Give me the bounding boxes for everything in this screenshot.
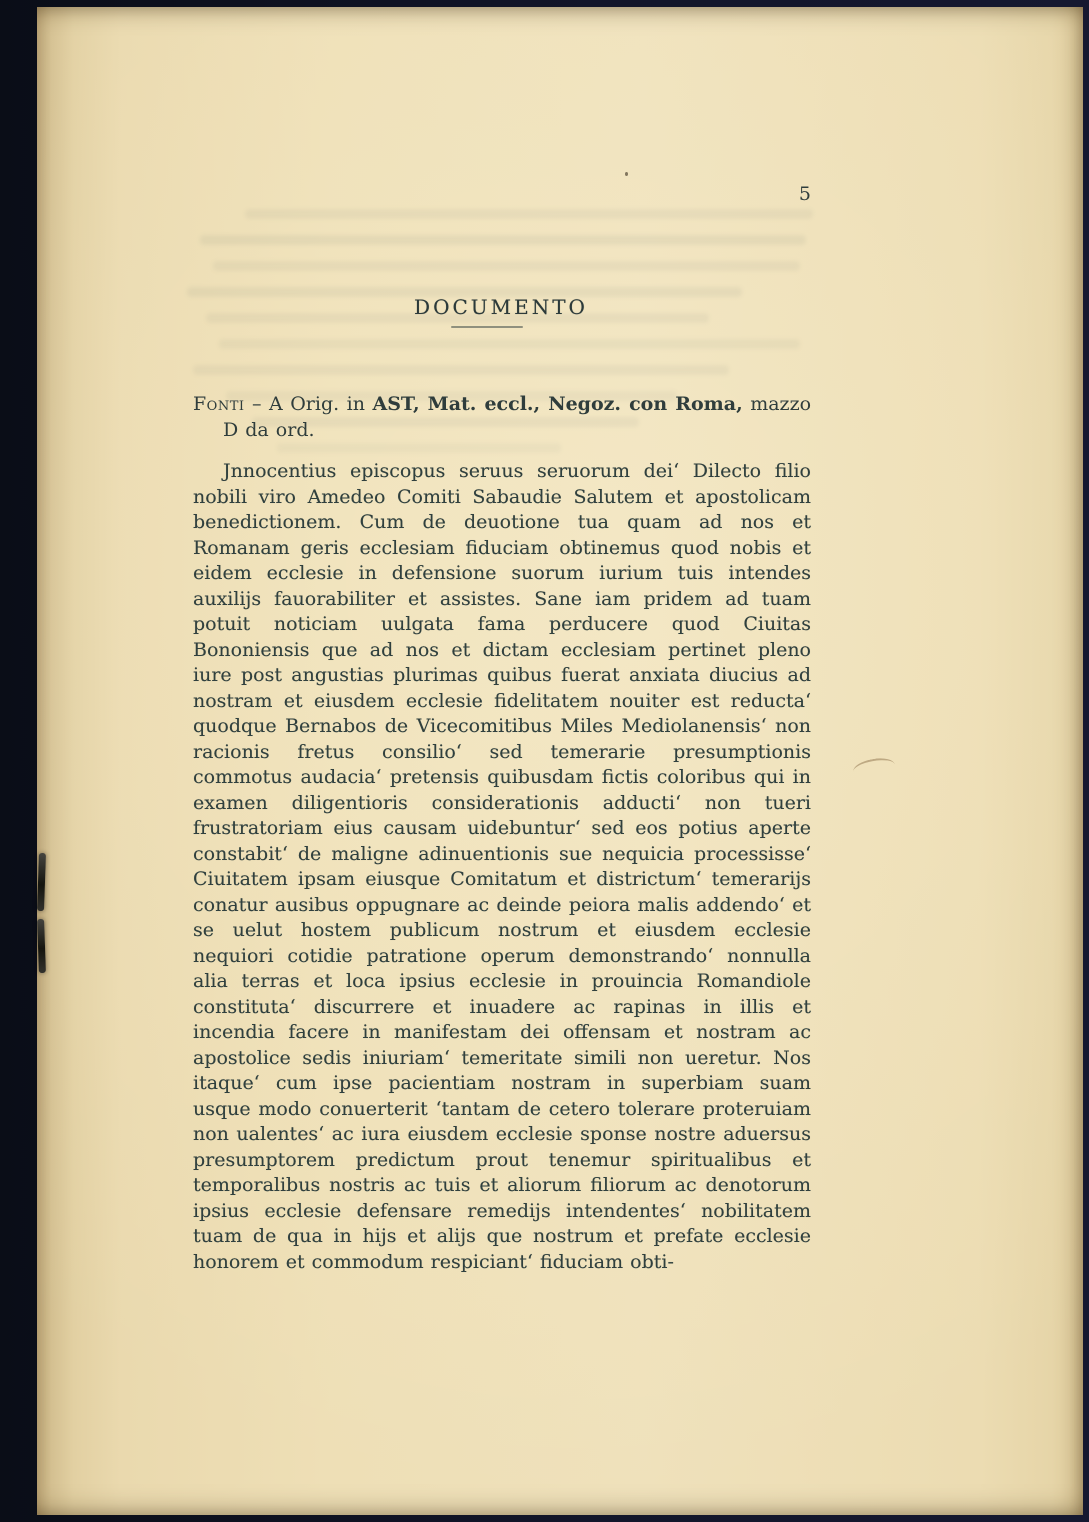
ink-speck [625,172,628,176]
fonti-mid: – A Orig. in [244,393,373,415]
heading-rule [451,326,523,328]
fonti-archive-reference: AST, Mat. eccl., Negoz. con Roma, [372,393,743,415]
paper-scratch [852,755,896,780]
page-number: 5 [798,183,811,205]
heading-text: DOCUMENTO [414,295,588,319]
document-body: Jnnocentius episcopus seruus seruorum dei‘ Dilecto filio nobili viro Amedeo Comiti Sabaudie Salutem et apostolicam benedictionem. Cum de deuotione tua quam ad nos et Romanam geris ecclesiam fiduciam obtinemus quod nobis et eidem ecclesie in defensione suorum iurium tuis intendes auxilijs fauorabiliter et assistes. Sane iam pridem ad tuam potuit noticiam uulgata fama perducere quod Ciuitas Bononiensis que ad nos et dictam ecclesiam pertinet pleno iure post angustias plurimas quibus fuerat anxiata diucius ad nostram et eiusdem ecclesie fidelitatem nouiter est reducta‘ quodque Bernabos de Vicecomitibus Miles Mediolanensis‘ non racionis fretus consilio‘ sed temerarie presumptionis commotus audacia‘ pretensis quibusdam fictis coloribus qui in examen diligentioris considerationis adducti‘ non tueri frustratoriam eius causam uidebuntur‘ sed eos potius aperte constabit‘ de maligne adinuentionis sue nequicia processisse‘ Ciuitatem ipsam eiusque Comitatum et districtum‘ temerarijs conatur ausibus oppugnare ac deinde peiora malis addendo‘ et se uelut hostem publicum nostrum et eiusdem ecclesie nequiori cotidie patratione operum demonstrando‘ nonnulla alia terras et loca ipsius ecclesie in prouincia Romandiole constituta‘ discurrere et inuadere ac rapinas in illis et incendia facere in manifestam dei offensam et nostram ac apostolice sedis iniuriam‘ temeritate simili non ueretur. Nos itaque‘ cum ipse pacientiam nostram in superbiam suam usque modo conuerterit ‘tantam de cetero tolerare proteruiam non ualentes‘ ac iura eiusdem ecclesie sponse nostre aduersus presumptorem predictum prout tenemur spiritualibus et temporalibus nostris ac tuis et aliorum filiorum ac denotorum ipsius ecclesie defensare remedijs intendentes‘ nobilitatem tuam de qua in hijs et alijs que nostrum et prefate ecclesie honorem et commodum respiciant‘ fiduciam obti- [193,460,811,1273]
document-page [37,7,1083,1515]
staple-mark [37,853,46,911]
fonti-tail: mazzo D da ord. [223,393,812,441]
source-note [193,391,811,443]
document-heading [193,295,809,328]
fonti-label: Fonti [193,393,245,415]
staple-mark [37,919,46,973]
